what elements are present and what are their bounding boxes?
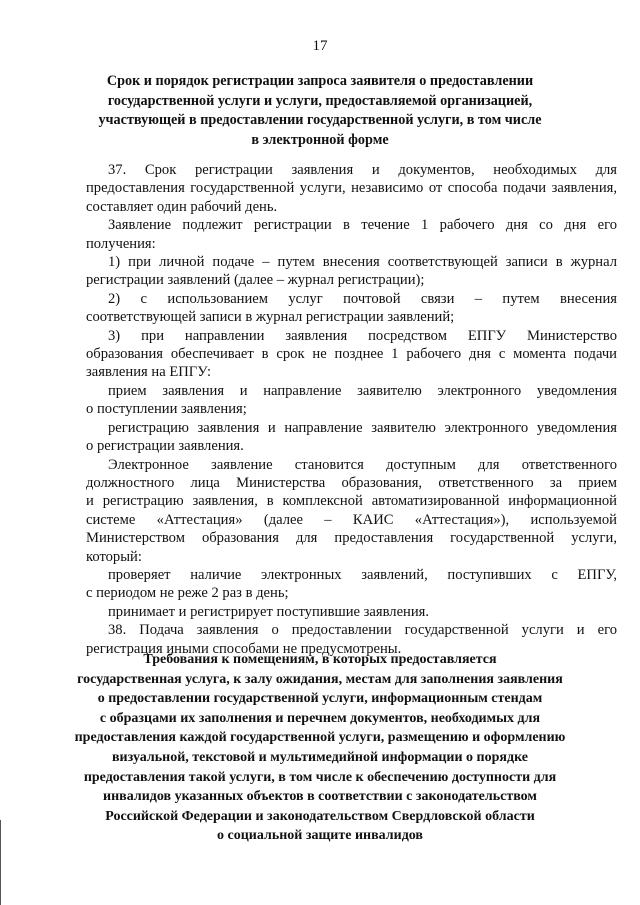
scan-edge-line bbox=[0, 820, 1, 905]
paragraph bbox=[86, 161, 617, 216]
paragraph bbox=[86, 327, 617, 382]
heading-line: инвалидов указанных объектов в соответствии с законодательством bbox=[103, 789, 537, 805]
paragraph-line: Электронное заявление становится доступным для ответственного bbox=[108, 456, 617, 473]
paragraph-line: проверяет наличие электронных заявлений, поступивших с ЕПГУ, bbox=[108, 566, 617, 583]
heading-line: предоставления такой услуги, в том числе к обеспечению доступности для bbox=[83, 769, 557, 785]
heading-line: в электронной форме bbox=[251, 131, 389, 148]
paragraph-line: регистрации заявлений (далее – журнал регистрации); bbox=[86, 272, 425, 289]
heading-line: о социальной защите инвалидов bbox=[217, 828, 423, 844]
paragraph-line: регистрация иными способами не предусмотрены. bbox=[86, 640, 402, 657]
paragraph-line: составляет один рабочий день. bbox=[86, 198, 278, 215]
paragraph-line: о поступлении заявления; bbox=[86, 401, 247, 418]
paragraph-line: Заявление подлежит регистрации в течение 1 рабочего дня со дня его bbox=[108, 217, 617, 234]
paragraph-line: который: bbox=[86, 548, 142, 565]
paragraph-line: с периодом не реже 2 раз в день; bbox=[86, 585, 289, 602]
paragraph-line: 38. Подача заявления о предоставлении государственной услуги и его bbox=[108, 622, 617, 639]
paragraph-line: системе «Аттестация» (далее – КАИС «Аттестация»), используемой bbox=[86, 511, 617, 528]
paragraph bbox=[86, 419, 617, 456]
paragraph-line: о регистрации заявления. bbox=[86, 438, 244, 455]
paragraph-line: 3) при направлении заявления посредством ЕПГУ Министерство bbox=[108, 327, 617, 344]
paragraph-line: принимает и регистрирует поступившие заявления. bbox=[108, 603, 430, 620]
paragraph-line: соответствующей записи в журнал регистрации заявлений; bbox=[86, 309, 455, 326]
heading-line: с образцами их заполнения и перечнем документов, необходимых для bbox=[99, 710, 541, 726]
page-number: 17 bbox=[312, 38, 328, 54]
paragraph-line: должностного лица Министерства образования, ответственного за прием bbox=[86, 474, 617, 491]
body-text bbox=[86, 161, 617, 658]
heading-line: Требования к помещениям, в которых предоставляется bbox=[143, 652, 497, 667]
paragraph bbox=[86, 603, 617, 621]
paragraph-line: 1) при личной подаче – путем внесения соответствующей записи в журнал bbox=[108, 254, 617, 271]
paragraph-line: образования обеспечивает в срок не позднее 1 рабочего дня с момента подачи bbox=[86, 346, 617, 363]
heading-line: предоставления каждой государственной услуги, размещению и оформлению bbox=[74, 730, 566, 746]
heading-line: государственной услуги и услуги, предоставляемой организацией, bbox=[107, 92, 533, 109]
paragraph-line: предоставления государственной услуги, независимо от способа подачи заявления, bbox=[86, 180, 617, 197]
paragraph-line: заявления на ЕПГУ: bbox=[86, 364, 212, 381]
paragraph bbox=[86, 566, 617, 603]
section-heading-premises-requirements bbox=[50, 650, 590, 846]
paragraph bbox=[86, 253, 617, 290]
paragraph-line: 37. Срок регистрации заявления и документов, необходимых для bbox=[108, 162, 617, 178]
paragraph-line: прием заявления и направление заявителю электронного уведомления bbox=[108, 382, 617, 399]
paragraph bbox=[86, 382, 617, 419]
heading-line: государственная услуга, к залу ожидания, местам для заполнения заявления bbox=[77, 671, 563, 687]
section-heading-registration bbox=[60, 72, 580, 150]
paragraph-line: Министерством образования для предоставления государственной услуги, bbox=[86, 530, 617, 547]
heading-line: Российской Федерации и законодательством Свердловской области bbox=[105, 808, 535, 824]
paragraph-line: и регистрацию заявления, в комплексной автоматизированной информационной bbox=[86, 493, 617, 510]
paragraph-line: получения: bbox=[86, 235, 156, 252]
paragraph-line: регистрацию заявления и направление заявителю электронного уведомления bbox=[108, 419, 617, 436]
heading-line: Срок и порядок регистрации запроса заявителя о предоставлении bbox=[106, 73, 534, 89]
paragraph bbox=[86, 290, 617, 327]
heading-line: участвующей в предоставлении государственной услуги, в том числе bbox=[98, 112, 542, 128]
heading-line: о предоставлении государственной услуги, информационным стендам bbox=[97, 691, 543, 707]
heading-line: визуальной, текстовой и мультимедийной информации о порядке bbox=[112, 749, 528, 765]
paragraph bbox=[86, 216, 617, 253]
paragraph bbox=[86, 456, 617, 566]
paragraph-line: 2) с использованием услуг почтовой связи – путем внесения bbox=[108, 290, 617, 307]
